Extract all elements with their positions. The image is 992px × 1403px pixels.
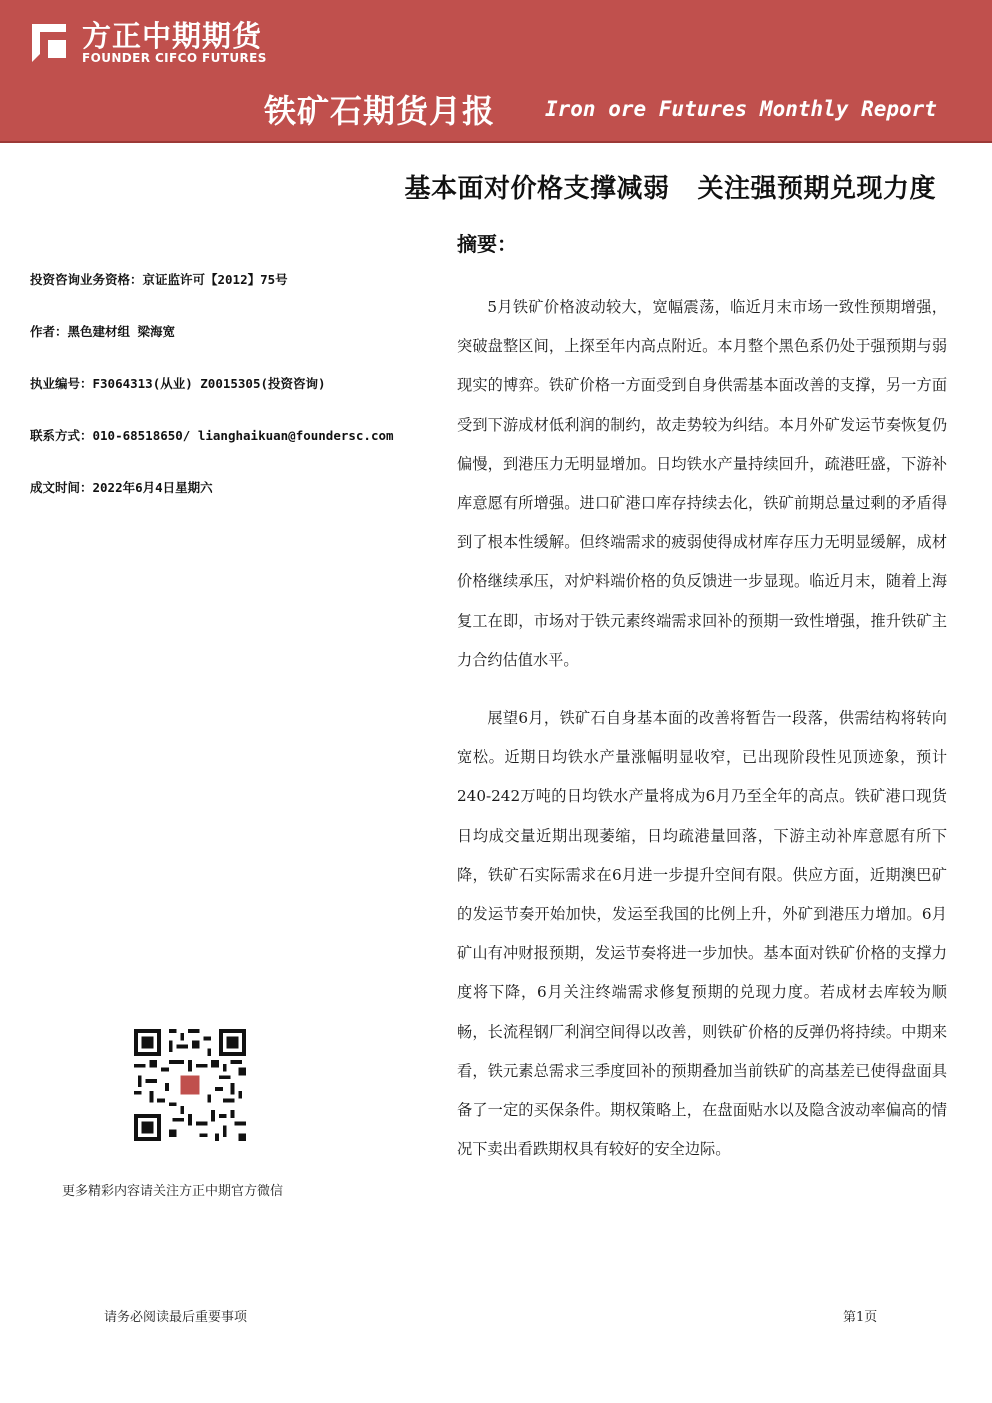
report-type-en: Iron ore Futures Monthly Report bbox=[545, 97, 937, 121]
page-number: 第1页 bbox=[843, 1310, 878, 1325]
report-type-cn: 铁矿石期货月报 bbox=[264, 92, 496, 130]
abstract-paragraph-1: 5月铁矿价格波动较大，宽幅震荡，临近月末市场一致性预期增强，突破盘整区间，上探至年内高点附近。本月整个黑色系仍处于强预期与弱现实的博弈。铁矿价格一方面受到自身供需基本面改善的支撑，另一方面受到下游成材低利润的制约，故走势较为纠结。本月外矿发运节奏恢复仍偏慢，到港压力无明显增加。日均铁水产量持续回升，疏港旺盛，下游补库意愿有所增强。进口矿港口库存持续去化，铁矿前期总量过剩的矛盾得到了根本性缓解。但终端需求的疲弱使得成材库存压力无明显缓解，成材价格继续承压，对炉料端价格的负反馈进一步显现。临近月末，随着上海复工在即，市场对于铁元素终端需求回补的预期一致性增强，推升铁矿主力合约估值水平。 bbox=[457, 298, 947, 669]
report-header-banner bbox=[0, 0, 992, 143]
qr-caption: 更多精彩内容请关注方正中期官方微信 bbox=[62, 1184, 284, 1199]
brand-name-cn: 方正中期期货 bbox=[82, 19, 263, 53]
meta-date: 成文时间：2022年6月4日星期六 bbox=[30, 480, 213, 495]
meta-contact: 联系方式：010-68518650/ lianghaikuan@foundersc.com bbox=[30, 428, 394, 443]
meta-license: 执业编号：F3064313(从业) Z0015305(投资咨询) bbox=[30, 376, 326, 391]
meta-qualification: 投资咨询业务资格：京证监许可【2012】75号 bbox=[30, 272, 288, 287]
abstract-body bbox=[457, 288, 947, 1169]
wechat-qr-code-icon bbox=[134, 1029, 246, 1141]
abstract-heading: 摘要： bbox=[457, 232, 517, 256]
report-headline bbox=[404, 168, 936, 205]
abstract-paragraph-2: 展望6月，铁矿石自身基本面的改善将暂告一段落，供需结构将转向宽松。近期日均铁水产量涨幅明显收窄，已出现阶段性见顶迹象，预计240-242万吨的日均铁水产量将成为6月乃至全年的高点。铁矿港口现货日均成交量近期出现萎缩，日均疏港量回落，下游主动补库意愿有所下降，铁矿石实际需求在6月进一步提升空间有限。供应方面，近期澳巴矿的发运节奏开始加快，发运至我国的比例上升，外矿到港压力增加。6月矿山有冲财报预期，发运节奏将进一步加快。基本面对铁矿价格的支撑力度将下降，6月关注终端需求修复预期的兑现力度。若成材去库较为顺畅，长流程钢厂利润空间得以改善，则铁矿价格的反弹仍将持续。中期来看，铁元素总需求三季度回补的预期叠加当前铁矿的高基差已使得盘面具备了一定的买保条件。期权策略上，在盘面贴水以及隐含波动率偏高的情况下卖出看跌期权具有较好的安全边际。 bbox=[457, 709, 947, 1159]
report-meta bbox=[30, 270, 440, 530]
brand-name-en: FOUNDER CIFCO FUTURES bbox=[82, 51, 267, 65]
founder-logo-icon bbox=[26, 20, 72, 66]
footer-notice: 请务必阅读最后重要事项 bbox=[104, 1310, 248, 1325]
meta-author: 作者：黑色建材组 梁海宽 bbox=[30, 324, 176, 339]
headline-part-2: 关注强预期兑现力度 bbox=[697, 174, 936, 204]
headline-part-1: 基本面对价格支撑减弱 bbox=[404, 174, 670, 204]
